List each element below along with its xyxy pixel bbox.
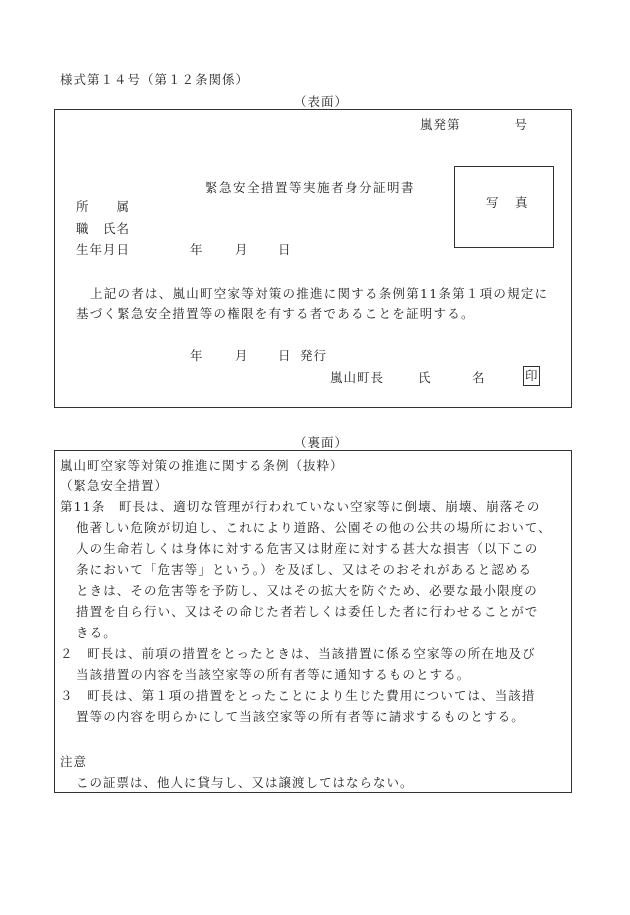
- article-11-line: 措置を自ら行い、又はその命じた者若しくは委任した者に行わせることがで: [76, 604, 539, 619]
- birthdate-month: 月: [235, 242, 249, 257]
- issuer: 嵐山町長: [330, 370, 385, 385]
- article-11-line: 条において「危害等」という。）を及ぼし、又はそのおそれがあると認める: [76, 562, 533, 577]
- field-name: 職 氏名: [76, 221, 131, 236]
- article-11-line: 第11条 町長は、適切な管理が行われていない空家等に倒壊、崩壊、崩落その: [60, 499, 541, 514]
- note-text: この証票は、他人に貸与し、又は譲渡してはならない。: [76, 775, 414, 790]
- issue-day: 日: [278, 348, 292, 363]
- article-11-line: 他著しい危険が切迫し、これにより道路、公園その他の公共の場所において、: [76, 520, 552, 535]
- issue-year: 年: [190, 348, 204, 363]
- back-heading: （裏面）: [294, 435, 349, 450]
- paragraph-2-line: ２ 町長は、前項の措置をとったときは、当該措置に係る空家等の所在地及び: [60, 646, 536, 661]
- certification-line-2: 基づく緊急安全措置等の権限を有する者であることを証明する。: [76, 306, 475, 321]
- paragraph-2-line: 当該措置の内容を当該空家等の所有者等に通知するものとする。: [76, 667, 471, 682]
- birthdate-year: 年: [190, 242, 204, 257]
- article-11-line: ときは、その危害等を予防し、又はその拡大を防ぐため、必要な最小限度の: [76, 583, 538, 598]
- note-title: 注意: [60, 754, 88, 769]
- issue-label: 発行: [300, 348, 328, 363]
- certification-line-1: 上記の者は、嵐山町空家等対策の推進に関する条例第11条第１項の規定に: [90, 286, 549, 301]
- field-birthdate: 生年月日: [76, 242, 131, 257]
- issue-number: 嵐発第 号: [420, 117, 529, 132]
- issue-month: 月: [235, 348, 249, 363]
- front-heading: （表面）: [294, 94, 349, 109]
- birthdate-day: 日: [278, 242, 292, 257]
- article-caption: （緊急安全措置）: [60, 478, 169, 493]
- issuer-name-label: 氏 名: [418, 370, 486, 385]
- certificate-title: 緊急安全措置等実施者身分証明書: [205, 180, 416, 195]
- photo-label: 写 真: [486, 195, 530, 210]
- excerpt-title: 嵐山町空家等対策の推進に関する条例（抜粋）: [60, 458, 344, 473]
- paragraph-3-line: ３ 町長は、第１項の措置をとったことにより生じた費用については、当該措: [60, 688, 536, 703]
- article-11-line: きる。: [76, 625, 117, 640]
- seal-stamp: 印: [523, 366, 540, 386]
- paragraph-3-line: 置等の内容を明らかにして当該空家等の所有者等に請求するものとする。: [76, 709, 525, 724]
- form-label: 様式第１４号（第１２条関係）: [60, 72, 250, 87]
- article-11-line: 人の生命若しくは身体に対する危害又は財産に対する甚大な損害（以下この: [76, 541, 539, 556]
- field-affiliation: 所 属: [76, 199, 131, 214]
